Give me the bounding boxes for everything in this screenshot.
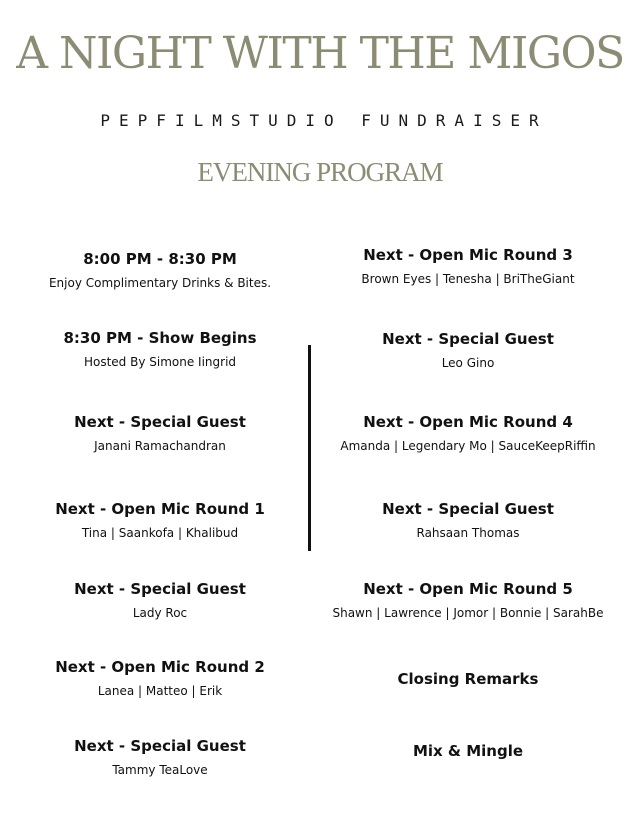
program-item — [308, 245, 628, 287]
event-subtitle: PEPFILMSTUDIO FUNDRAISER — [100, 111, 548, 130]
program-item — [308, 329, 628, 371]
program-item — [0, 736, 320, 778]
program-item — [308, 579, 628, 621]
program-item-heading: Next - Special Guest — [74, 737, 246, 755]
program-item — [308, 669, 628, 689]
program-item-heading: Next - Open Mic Round 1 — [55, 500, 265, 518]
program-item-detail: Enjoy Complimentary Drinks & Bites. — [48, 276, 272, 290]
program-item-detail: Leo Gino — [441, 356, 495, 370]
program-item-heading: Next - Special Guest — [382, 330, 554, 348]
program-item-heading: Next - Special Guest — [74, 580, 246, 598]
program-item-heading: Closing Remarks — [397, 670, 539, 688]
program-item-detail: Lanea | Matteo | Erik — [97, 684, 223, 698]
program-item-detail: Hosted By Simone Iingrid — [83, 355, 237, 369]
program-item-detail: Lady Roc — [132, 606, 188, 620]
program-item-detail: Tammy TeaLove — [112, 763, 208, 777]
program-item — [0, 657, 320, 699]
program-item-heading: 8:30 PM - Show Begins — [63, 329, 257, 347]
program-item — [0, 499, 320, 541]
program-item-heading: Mix & Mingle — [412, 742, 524, 760]
program-item — [0, 249, 320, 291]
program-item-heading: Next - Special Guest — [382, 500, 554, 518]
program-item-heading: Next - Open Mic Round 2 — [55, 658, 265, 676]
program-item — [0, 579, 320, 621]
program-item — [308, 741, 628, 761]
program-item — [0, 412, 320, 454]
program-item-detail: Shawn | Lawrence | Jomor | Bonnie | SarahBe — [332, 606, 604, 620]
program-item — [308, 499, 628, 541]
section-heading: EVENING PROGRAM — [197, 157, 443, 187]
program-item-heading: Next - Open Mic Round 5 — [363, 580, 573, 598]
program-item-detail: Amanda | Legendary Mo | SauceKeepRiffin — [340, 439, 596, 453]
program-item-heading: Next - Open Mic Round 4 — [363, 413, 573, 431]
program-item-detail: Tina | Saankofa | Khalibud — [81, 526, 239, 540]
program-item-detail: Brown Eyes | Tenesha | BriTheGiant — [361, 272, 575, 286]
program-item-heading: Next - Open Mic Round 3 — [363, 246, 573, 264]
event-title: A NIGHT WITH THE MIGOS — [16, 28, 624, 79]
program-item-detail: Janani Ramachandran — [94, 439, 226, 453]
program-item — [0, 328, 320, 370]
program-item-heading: Next - Special Guest — [74, 413, 246, 431]
program-item-heading: 8:00 PM - 8:30 PM — [83, 250, 237, 268]
program-item — [308, 412, 628, 454]
program-item-detail: Rahsaan Thomas — [416, 526, 520, 540]
